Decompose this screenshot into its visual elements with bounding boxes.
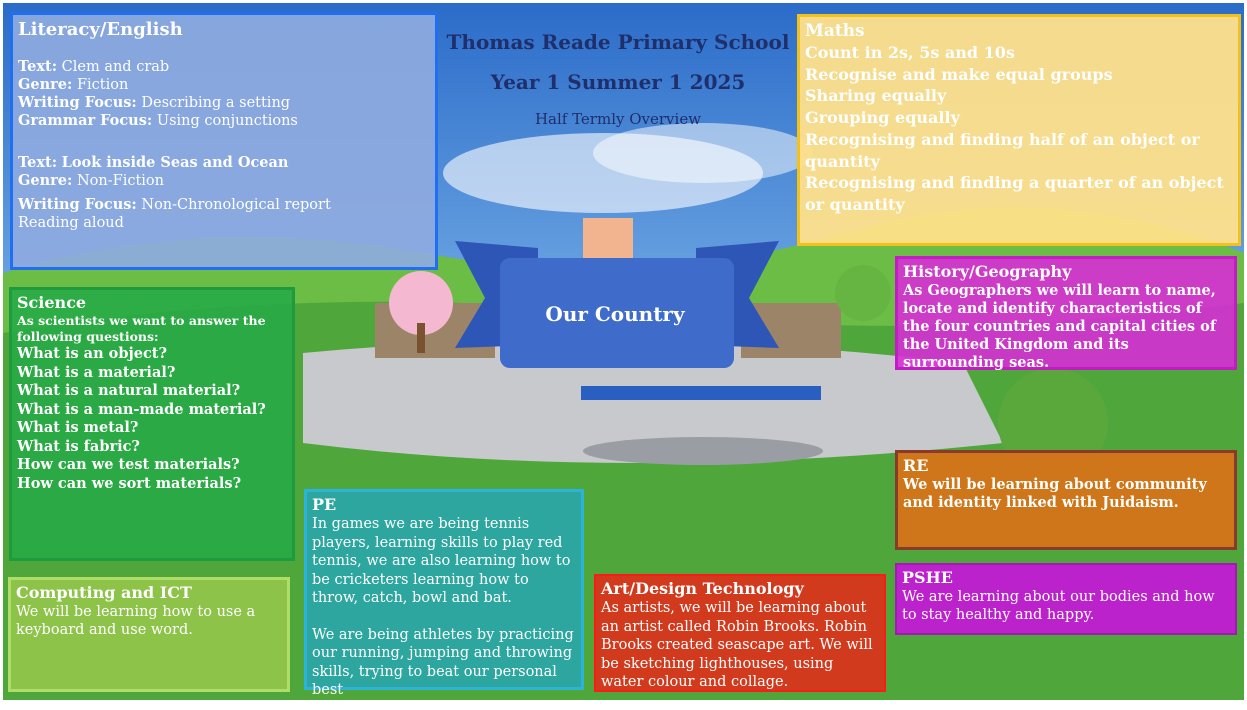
pe-box <box>304 489 584 698</box>
science-question: What is a man-made material? <box>17 400 266 418</box>
science-question: What is metal? <box>17 419 139 436</box>
pe-heading: PE <box>312 495 337 514</box>
art-dt-box <box>594 574 886 692</box>
writing-label: Writing Focus: <box>18 94 137 111</box>
genre2-value: Non-Fiction <box>76 173 164 189</box>
history-text: As Geographers we will learn to name, locate and identify characteristics of the four countries and capital cities of the United Kingdom and its surrounding seas. <box>903 282 1217 371</box>
re-heading: RE <box>903 456 929 475</box>
genre-value: Fiction <box>76 77 129 93</box>
writing-value: Describing a setting <box>141 95 291 111</box>
writing2-label: Writing Focus: <box>18 196 137 213</box>
genre2-label: Genre: <box>18 172 73 189</box>
maths-box <box>797 14 1241 246</box>
text-label: Text: <box>18 58 58 75</box>
maths-item: Recognise and make equal groups <box>805 64 1113 84</box>
pe-athletics-text: We are being athletes by practicing our running, jumping and throwing skills, trying to beat our personal best <box>312 626 574 698</box>
text2-value: Look inside Seas and Ocean <box>61 154 289 171</box>
text-value: Clem and crab <box>61 59 170 75</box>
science-question: How can we test materials? <box>17 456 240 473</box>
school-name: Thomas Reade Primary School <box>446 30 790 54</box>
reading-aloud: Reading aloud <box>18 215 124 231</box>
computing-text: We will be learning how to use a keyboard and use word. <box>16 604 256 638</box>
maths-item: Recognising and finding half of an object or quantity <box>805 129 1200 171</box>
maths-item: Recognising and finding a quarter of an object or quantity <box>805 173 1224 214</box>
maths-item: Count in 2s, 5s and 10s <box>805 43 1015 62</box>
grammar-value: Using conjunctions <box>156 113 298 129</box>
topic-banner: Our Country <box>545 302 685 326</box>
science-question: What is a material? <box>17 363 176 381</box>
literacy-box <box>10 12 438 270</box>
science-question: What is a natural material? <box>17 382 241 399</box>
term-title: Year 1 Summer 1 2025 <box>490 70 746 94</box>
pshe-heading: PSHE <box>902 568 953 587</box>
science-question: How can we sort materials? <box>17 474 242 492</box>
science-question: What is fabric? <box>17 437 140 455</box>
re-box <box>895 450 1237 550</box>
science-box <box>9 287 295 561</box>
maths-item: Sharing equally <box>805 86 947 106</box>
grammar-label: Grammar Focus: <box>18 112 153 129</box>
maths-heading: Maths <box>805 21 865 41</box>
computing-heading: Computing and ICT <box>16 583 192 602</box>
history-heading: History/Geography <box>903 262 1072 281</box>
art-text: As artists, we will be learning about an artist called Robin Brooks. Robin Brooks created seascape art. We will be sketching lighthouses, using water colour and collage. <box>601 600 873 690</box>
genre-label: Genre: <box>18 76 73 93</box>
science-intro: As scientists we want to answer the following questions: <box>17 313 266 344</box>
maths-item: Grouping equally <box>805 108 960 128</box>
re-text: We will be learning about community and identity linked with Juidaism. <box>903 476 1207 511</box>
art-heading: Art/Design Technology <box>601 579 804 598</box>
computing-box <box>8 577 290 692</box>
pe-games-text: In games we are being tennis players, learning skills to play red tennis, we are also learning how to be cricketers learning how to throw, catch, bowl and bat. <box>312 516 571 606</box>
science-question: What is an object? <box>17 345 167 362</box>
text2-label: Text: <box>18 154 58 171</box>
writing2-value: Non-Chronological report <box>141 197 331 213</box>
overview-subtitle: Half Termly Overview <box>534 110 702 128</box>
pshe-box <box>895 563 1237 635</box>
science-heading: Science <box>17 293 87 312</box>
history-geography-box <box>895 256 1237 370</box>
literacy-heading: Literacy/English <box>18 19 183 40</box>
pshe-text: We are learning about our bodies and how to stay healthy and happy. <box>902 589 1215 623</box>
